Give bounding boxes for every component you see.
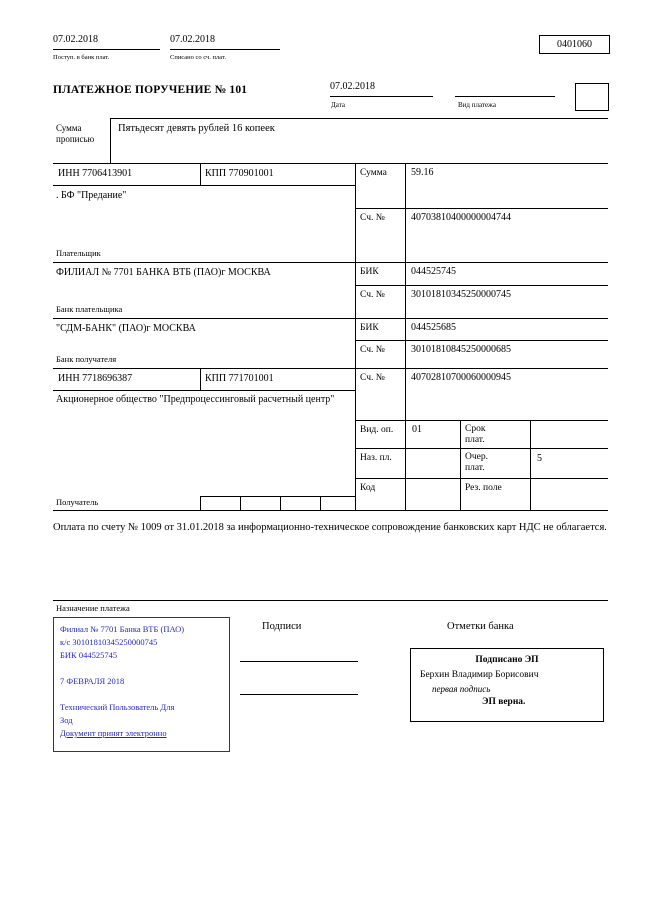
payee-bank-account-value: 30101810845250000685 — [411, 344, 511, 355]
due-date-label: Срок плат. — [465, 424, 486, 445]
divider-line — [110, 118, 111, 163]
esign-signature-role: первая подпись — [432, 684, 491, 694]
bank-stamp — [53, 617, 230, 752]
divider-line — [240, 496, 241, 510]
op-type-label: Вид. оп. — [360, 425, 394, 435]
divider-line — [280, 496, 281, 510]
payer-bank-bik-value: 044525745 — [411, 266, 456, 277]
payee-name: Акционерное общество "Предпроцессинговый расчетный центр" — [56, 394, 335, 405]
purpose-section-label: Назначение платежа — [56, 603, 130, 613]
stamp-line: к/с 30101810345250000745 — [60, 637, 158, 647]
signature-line — [240, 661, 358, 662]
divider-line — [460, 420, 461, 510]
stamp-line: Документ принят электронно — [60, 728, 167, 738]
divider-line — [355, 163, 356, 510]
divider-line — [53, 163, 608, 164]
debited-date-value: 07.02.2018 — [170, 34, 215, 45]
divider-line — [200, 496, 201, 510]
divider-line — [355, 340, 608, 341]
divider-line — [53, 510, 608, 511]
form-code-box: 0401060 — [539, 35, 610, 54]
received-date-label: Поступ. в банк плат. — [53, 54, 110, 61]
divider-line — [405, 163, 406, 510]
payee-bank-bik-label: БИК — [360, 323, 379, 333]
payee-bank-bik-value: 044525685 — [411, 322, 456, 333]
payer-bank-section-label: Банк плательщика — [56, 304, 123, 314]
doc-date-label: Дата — [331, 101, 345, 109]
purpose-text: Оплата по счету № 1009 от 31.01.2018 за информационно-техническое сопровождение банковских карт НДС не облагается. — [53, 522, 607, 533]
divider-line — [355, 420, 608, 421]
op-type-value: 01 — [412, 424, 422, 435]
reserve-field-label: Рез. поле — [465, 483, 502, 493]
divider-line — [53, 185, 355, 186]
payer-kpp: КПП 770901001 — [205, 168, 274, 179]
stamp-line: Зод — [60, 715, 73, 725]
divider-line — [355, 285, 608, 286]
stamp-line: 7 ФЕВРАЛЯ 2018 — [60, 676, 125, 686]
amount-words-label: Сумма прописью — [56, 123, 95, 144]
header-small-box — [575, 83, 609, 111]
payee-inn: ИНН 7718696387 — [58, 373, 133, 384]
payee-bank-section-label: Банк получателя — [56, 354, 117, 364]
divider-line — [355, 448, 608, 449]
amount-words-value: Пятьдесят девять рублей 16 копеек — [118, 123, 275, 134]
payee-bank-account-label: Сч. № — [360, 345, 385, 355]
divider-line — [53, 318, 608, 319]
received-date-value: 07.02.2018 — [53, 34, 98, 45]
stamp-line: Филиал № 7701 Банка ВТБ (ПАО) — [60, 624, 185, 634]
purpose-code-label: Наз. пл. — [360, 453, 392, 463]
debited-date-field — [170, 34, 280, 50]
divider-line — [53, 368, 608, 369]
divider-line — [53, 262, 608, 263]
payment-type-field — [455, 81, 555, 97]
code-label: Код — [360, 483, 376, 493]
divider-line — [320, 496, 321, 510]
divider-line — [200, 496, 355, 497]
esign-validity: ЭП верна. — [482, 697, 526, 707]
divider-line — [355, 208, 608, 209]
stamp-line — [60, 662, 223, 675]
payee-account-value: 40702810700060000945 — [411, 372, 511, 383]
stamp-line: Технический Пользователь Для — [60, 702, 175, 712]
received-date-field — [53, 34, 160, 50]
payer-account-label: Сч. № — [360, 213, 385, 223]
bank-marks-label: Отметки банка — [447, 621, 514, 632]
divider-line — [355, 478, 608, 479]
stamp-line: БИК 044525745 — [60, 650, 118, 660]
amount-label: Сумма — [360, 168, 387, 178]
divider-line — [53, 600, 608, 601]
payee-section-label: Получатель — [56, 497, 99, 507]
signatures-label: Подписи — [262, 621, 302, 632]
payer-inn: ИНН 7706413901 — [58, 168, 133, 179]
stamp-line — [60, 688, 223, 701]
payer-bank-name: ФИЛИАЛ № 7701 БАНКА ВТБ (ПАО)г МОСКВА — [56, 267, 271, 278]
esign-stamp-box — [410, 648, 604, 722]
debited-date-label: Списано со сч. плат. — [170, 54, 226, 61]
divider-line — [200, 163, 201, 185]
payer-section-label: Плательщик — [56, 248, 101, 258]
divider-line — [530, 420, 531, 510]
amount-value: 59.16 — [411, 167, 434, 178]
divider-line — [200, 368, 201, 390]
payer-account-value: 40703810400000004744 — [411, 212, 511, 223]
doc-date-value: 07.02.2018 — [330, 81, 375, 92]
payee-account-label: Сч. № — [360, 373, 385, 383]
payer-bank-account-label: Сч. № — [360, 290, 385, 300]
payment-type-label: Вид платежа — [458, 101, 497, 109]
page-title: ПЛАТЕЖНОЕ ПОРУЧЕНИЕ № 101 — [53, 84, 248, 96]
payer-bank-account-value: 30101810345250000745 — [411, 289, 511, 300]
esign-title: Подписано ЭП — [475, 655, 539, 665]
esign-signer-name: Берхин Владимир Борисович — [420, 670, 539, 680]
payer-name: . БФ "Предание" — [56, 190, 127, 201]
payee-kpp: КПП 771701001 — [205, 373, 274, 384]
divider-line — [110, 118, 608, 119]
payer-bank-bik-label: БИК — [360, 267, 379, 277]
priority-label: Очер. плат. — [465, 452, 488, 473]
doc-date-field — [330, 81, 433, 97]
divider-line — [53, 390, 355, 391]
signature-line — [240, 694, 358, 695]
payee-bank-name: "СДМ-БАНК" (ПАО)г МОСКВА — [56, 323, 196, 334]
priority-value: 5 — [537, 453, 542, 464]
